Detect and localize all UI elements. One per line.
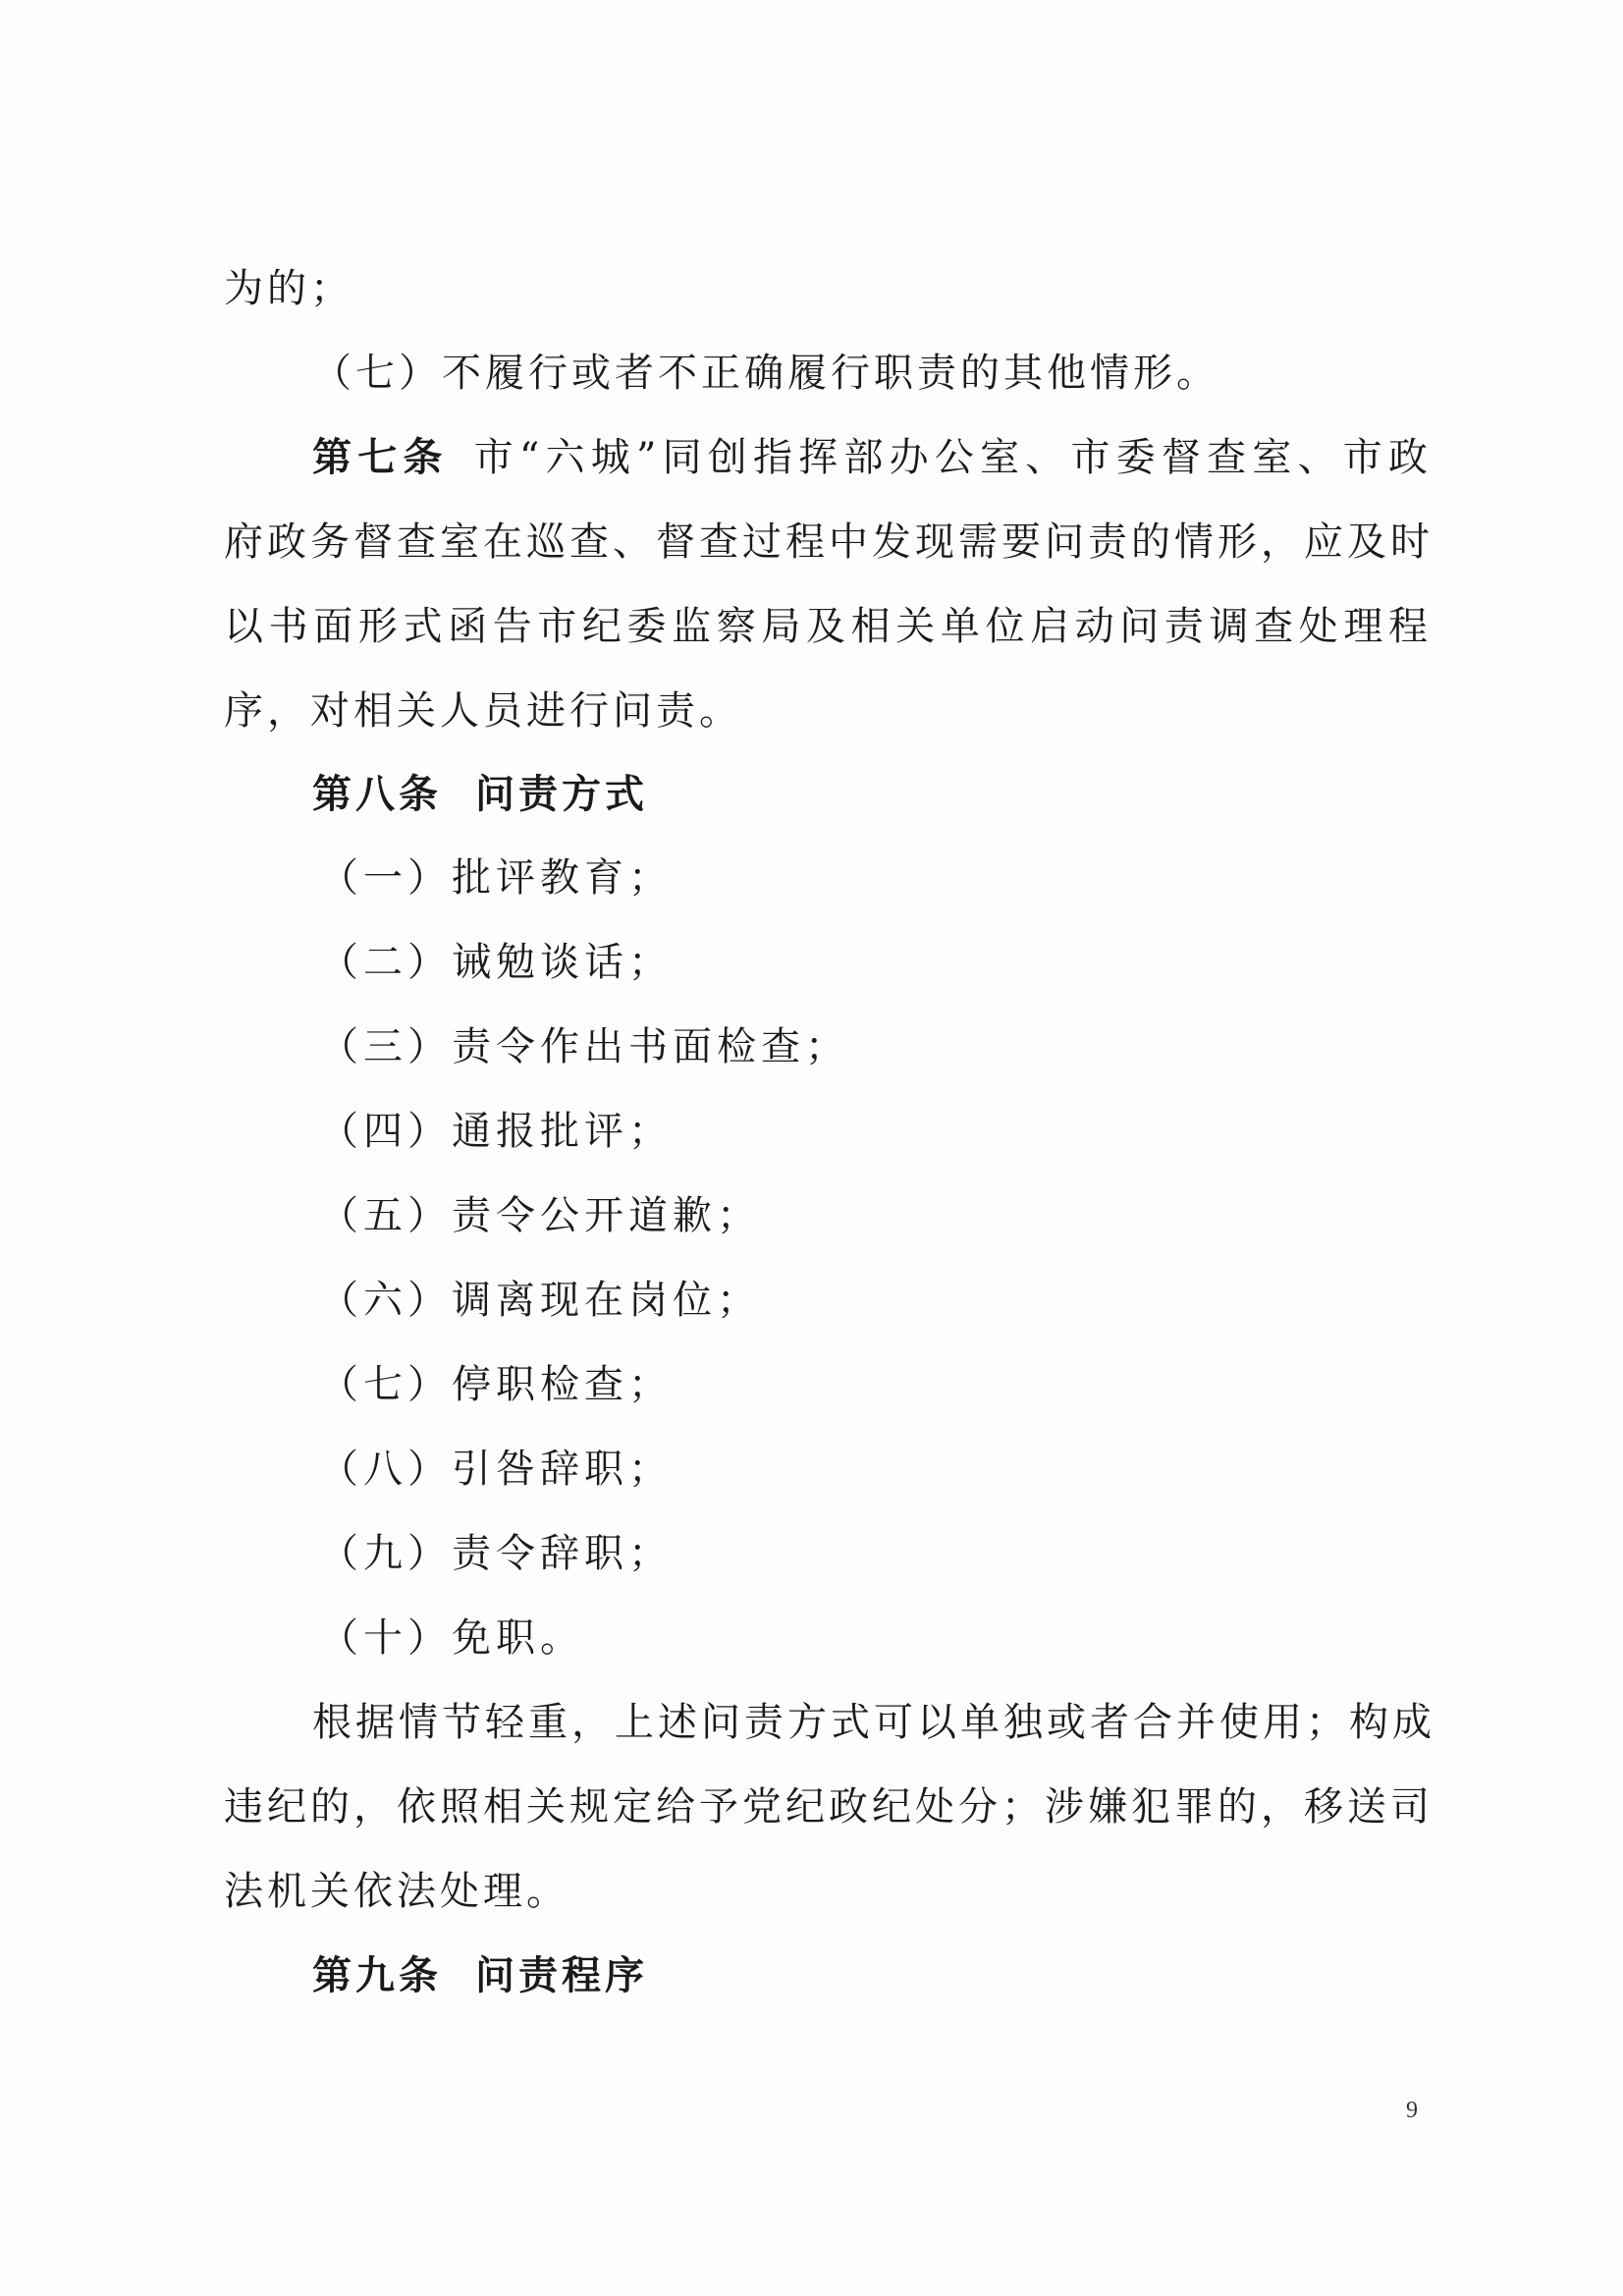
list-item: （一）批评教育； (319, 855, 673, 901)
article-9-title: 问责程序 (475, 1952, 648, 1998)
article-8-title: 问责方式 (475, 771, 648, 817)
list-item: （八）引咎辞职； (319, 1447, 673, 1492)
list-item: （七）停职检查； (319, 1362, 673, 1407)
paragraph-line: 序，对相关人员进行问责。 (224, 688, 742, 734)
list-item: （三）责令作出书面检查； (319, 1024, 849, 1069)
article-7-first-line (312, 432, 1432, 483)
list-item: （五）责令公开道歉； (319, 1193, 761, 1238)
list-item: （七）不履行或者不正确履行职责的其他情形。 (312, 351, 1219, 396)
paragraph-line: 法机关依法处理。 (224, 1869, 569, 1914)
list-item: （十）免职。 (319, 1615, 584, 1661)
article-7-label: 第七条 (312, 434, 449, 480)
paragraph-line: 府政务督查室在巡查、督查过程中发现需要问责的情形，应及时 (224, 519, 1434, 565)
paragraph-line: 市“六城”同创指挥部办公室、市委督查室、市政 (473, 435, 1432, 480)
page-number: 9 (1406, 2098, 1418, 2123)
paragraph-line: 以书面形式函告市纪委监察局及相关单位启动问责调查处理程 (224, 604, 1432, 649)
list-item: （六）调离现在岗位； (319, 1278, 761, 1323)
list-item: （四）通报批评； (319, 1109, 673, 1154)
paragraph-line: 根据情节轻重，上述问责方式可以单独或者合并使用；构成 (312, 1700, 1435, 1745)
paragraph-line: 违纪的，依照相关规定给予党纪政纪处分；涉嫌犯罪的，移送司 (224, 1784, 1434, 1830)
list-item: （九）责令辞职； (319, 1531, 673, 1576)
article-9-label: 第九条 (312, 1952, 442, 1998)
article-9-heading (312, 1950, 1432, 2001)
article-8-label: 第八条 (312, 771, 442, 817)
list-item: （二）诫勉谈话； (319, 940, 673, 985)
paragraph-line: 为的； (224, 266, 353, 311)
article-8-heading (312, 769, 1432, 820)
